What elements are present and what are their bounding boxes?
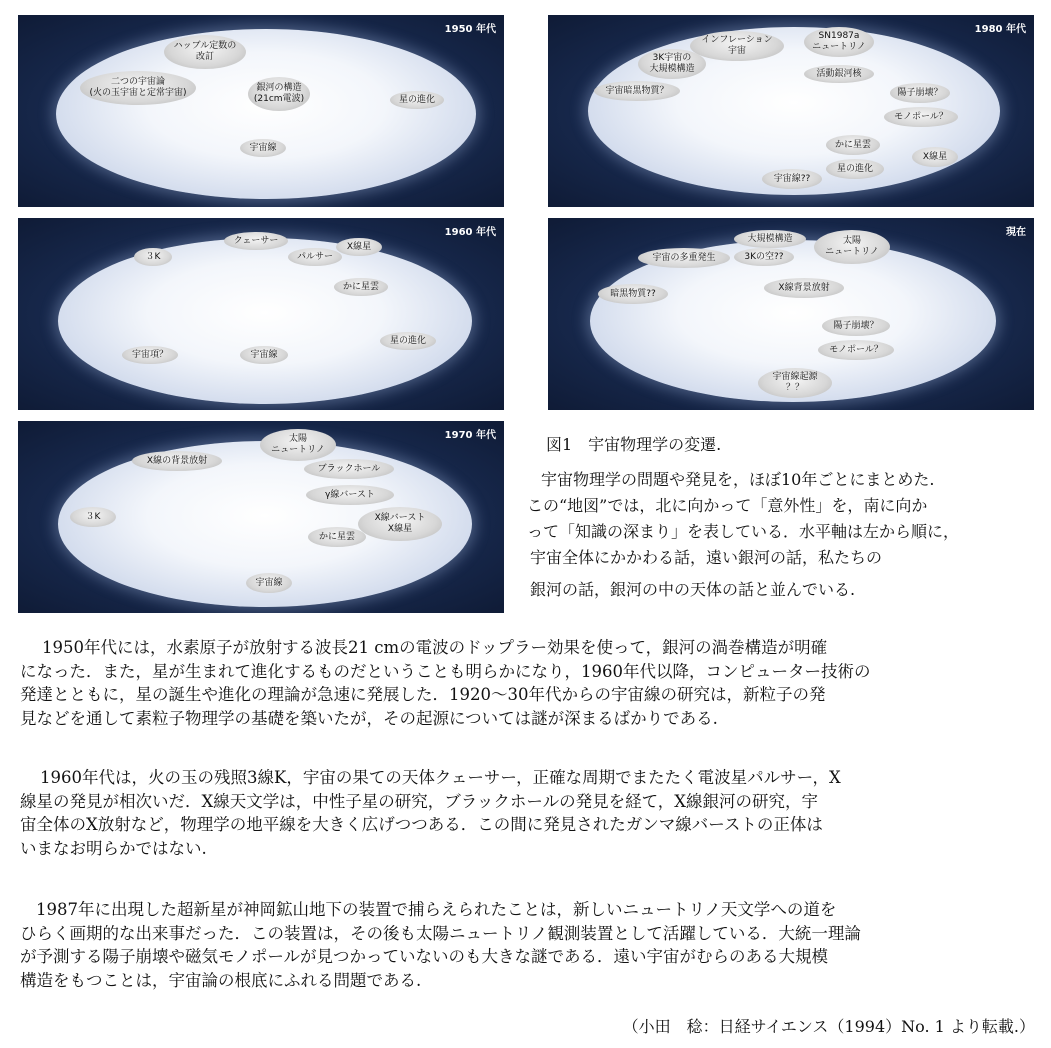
tag-x-ray-burst-star: X線バースト X線星 (358, 507, 442, 541)
paragraph-1987 (20, 898, 1035, 992)
tag-3k: ３K (134, 248, 172, 266)
tag-cosmic-ray-origin: 宇宙線起源 ？？ (758, 368, 832, 398)
panel-1980s (548, 15, 1034, 207)
tag-stellar-evolution: 星の進化 (826, 159, 884, 179)
tag-hubble-constant: ハッブル定数の 改訂 (164, 35, 246, 69)
tag-solar-neutrino: 太陽 ニュートリノ (260, 429, 336, 461)
paragraph-1950s (20, 636, 1035, 730)
figure-caption-line: 銀河の話，銀河の中の天体の話と並んでいる. (530, 580, 856, 599)
tag-sn1987a: SN1987a ニュートリノ (804, 27, 874, 57)
paragraph-line: 1950年代には，水素原子が放射する波長21 cmの電波のドップラー効果を使って，銀河の渦巻構造が明確 (42, 638, 828, 657)
tag-multiple-universes: 宇宙の多重発生 (638, 248, 730, 268)
panel-1970s (18, 421, 504, 613)
tag-agn: 活動銀河核 (804, 65, 874, 83)
tag-monopole: モノポール？ (818, 340, 894, 360)
universe-map-ellipse (58, 238, 472, 404)
tag-gamma-ray-burst: γ線バースト (306, 485, 394, 505)
tag-dark-matter: 暗黒物質?? (598, 284, 668, 304)
tag-quasar: クェーサー (224, 232, 288, 250)
panel-1950s (18, 15, 504, 207)
tag-x-ray-star: X線星 (336, 238, 382, 256)
paragraph-line: 宙全体のX放射など，物理学の地平線を大きく広げつつある．この間に発見されたガンマ線バーストの正体は (20, 815, 823, 834)
universe-map-ellipse (56, 29, 476, 199)
tag-dark-matter: 宇宙暗黒物質？ (594, 81, 680, 101)
era-label: 1970 年代 (444, 430, 496, 441)
figure-caption-line: この“地図”では，北に向かって「意外性」を，南に向か (527, 496, 928, 515)
paragraph-line: 見などを通して素粒子物理学の基礎を築いたが，その起源については謎が深まるばかりである. (20, 708, 718, 728)
tag-two-cosmologies: 二つの宇宙論 (火の玉宇宙と定常宇宙) (80, 71, 196, 105)
tag-large-scale-structure: 大規模構造 (734, 230, 806, 248)
era-label: 1950 年代 (444, 24, 496, 35)
figure-caption-line: って「知識の深まり」を表している．水平軸は左から順に， (527, 522, 960, 541)
paragraph-line: 構造をもつことは，宇宙論の根底にふれる問題である. (20, 970, 422, 990)
tag-proton-decay: 陽子崩壊？ (822, 316, 890, 336)
paragraph-line: が予測する陽子崩壊や磁気モノポールが見つかっていないのも大きな謎である．遠い宇宙がむらのある大規模 (20, 947, 829, 966)
tag-3k-sky: 3Kの空?? (734, 248, 794, 266)
source-credit: （小田 稔：日経サイエンス（1994）No. 1 より転載.） (622, 1017, 1035, 1036)
paragraph-line: 1987年に出現した超新星が神岡鉱山地下の装置で捕らえられたことは，新しいニュートリノ天文学への道を (36, 900, 837, 919)
paragraph-line: 発達とともに，星の誕生や進化の理論が急速に発展した．1920～30年代からの宇宙線の研究は，新粒子の発 (20, 685, 826, 704)
era-label: 現在 (1006, 227, 1026, 238)
tag-cosmic-rays: 宇宙線?? (762, 169, 822, 189)
tag-stellar-evolution: 星の進化 (390, 91, 444, 109)
panel-present (548, 218, 1034, 410)
tag-proton-decay: 陽子崩壊？ (890, 83, 950, 103)
tag-cosmic-rays: 宇宙線 (240, 139, 286, 157)
paragraph-1960s (20, 766, 1035, 860)
tag-x-ray-star: X線星 (912, 147, 958, 167)
tag-inflation: インフレーション 宇宙 (690, 31, 784, 61)
paragraph-line: 1960年代は，火の玉の残照3線K，宇宙の果ての天体クェーサー，正確な周期でまたたく電波星パルサー，X (40, 768, 841, 787)
tag-3k-structure: 3K宇宙の 大規模構造 (638, 49, 706, 79)
era-label: 1960 年代 (444, 227, 496, 238)
tag-pulsar: パルサー (288, 248, 342, 266)
paragraph-line: になった．また，星が生まれて進化するものだということも明らかになり，1960年代以降，コンピューター技術の (20, 661, 871, 681)
tag-cosmological-constant: 宇宙項？ (122, 346, 178, 364)
paragraph-line: 線星の発見が相次いだ．X線天文学は，中性子星の研究，ブラックホールの発見を経て，X線銀河の研究，宇 (20, 791, 819, 811)
paragraph-line: ひらく画期的な出来事だった．この装置は，その後も太陽ニュートリノ観測装置として活躍している．大統一理論 (20, 923, 861, 943)
tag-black-hole: ブラックホール (304, 459, 394, 479)
tag-galaxy-structure: 銀河の構造 (21cm電波) (248, 77, 310, 111)
figure-caption-line: 宇宙物理学の問題や発見を，ほぼ10年ごとにまとめた. (541, 470, 935, 489)
paragraph-line: いまなお明らかではない. (20, 838, 207, 858)
figure-caption-line: 宇宙全体にかかわる話，遠い銀河の話，私たちの (530, 548, 883, 567)
tag-stellar-evolution: 星の進化 (380, 332, 436, 350)
tag-x-ray-background: X線背景放射 (764, 278, 844, 298)
panel-1960s (18, 218, 504, 410)
tag-monopole: モノポール？ (884, 107, 958, 127)
tag-cosmic-rays: 宇宙線 (246, 573, 292, 593)
era-label: 1980 年代 (974, 24, 1026, 35)
figure-caption-title: 図1 宇宙物理学の変遷. (546, 435, 722, 454)
tag-crab-nebula: かに星雲 (308, 527, 366, 547)
tag-solar-neutrino: 太陽 ニュートリノ (814, 230, 890, 264)
tag-crab-nebula: かに星雲 (334, 278, 388, 296)
tag-x-ray-background: X線の背景放射 (132, 451, 222, 471)
tag-crab-nebula: かに星雲 (826, 135, 880, 155)
tag-3k: ３K (70, 507, 116, 527)
tag-cosmic-rays: 宇宙線 (240, 346, 288, 364)
